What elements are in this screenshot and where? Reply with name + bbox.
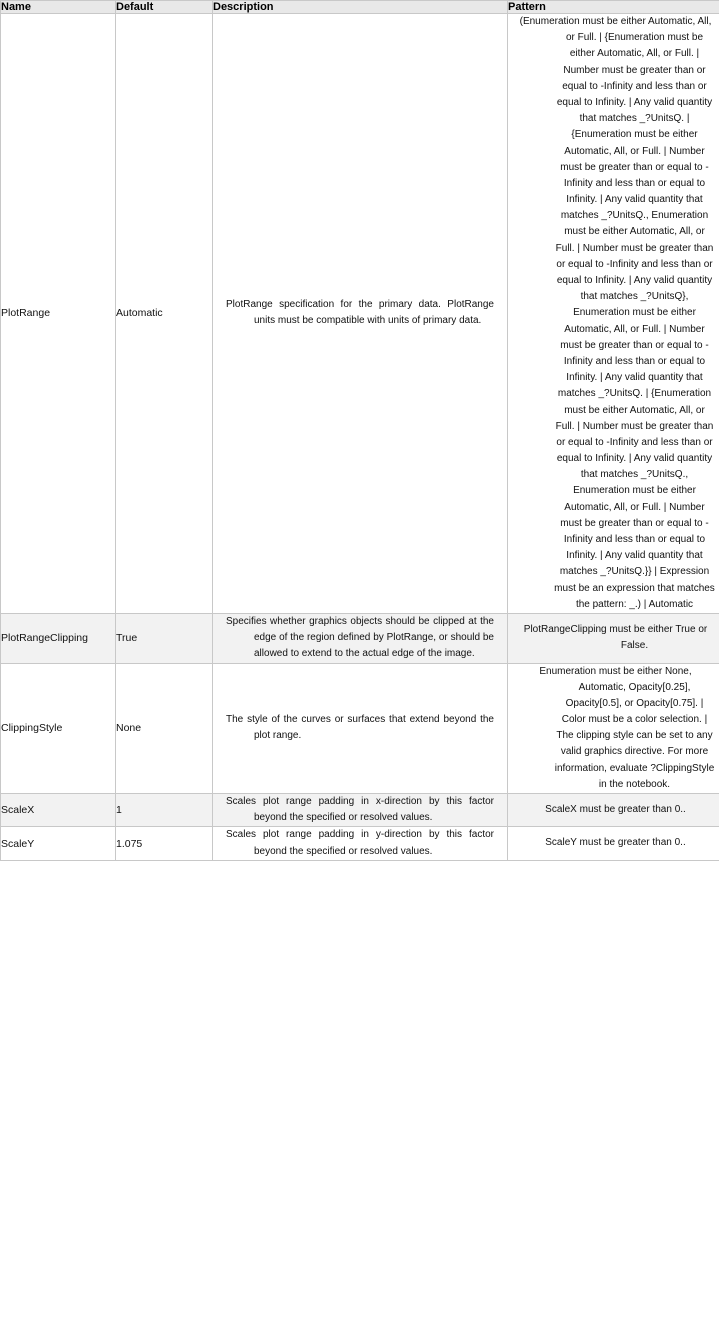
pattern-text [516,802,716,818]
description-text [226,794,494,826]
cell-description [213,663,508,794]
cell-name: ScaleY [1,827,116,860]
table-row [1,14,719,614]
table-row [1,827,719,860]
description-text [226,827,494,859]
cell-name: PlotRange [1,14,116,614]
table-header [1,1,719,14]
pattern-text [516,664,716,794]
table-row [1,663,719,794]
column-header-default: Default [116,1,213,14]
description-value: PlotRange specification for the primary data. PlotRange units must be compatible with units of primary data. [226,299,494,327]
cell-name: ClippingStyle [1,663,116,794]
description-text [226,297,494,329]
pattern-value: (Enumeration must be either Automatic, All, or Full. | {Enumeration must be either Automatic, All, or Full. | Number must be greater than or equal to -Infinity and less than or equal to Infinity. | Any valid quantity that matches _?UnitsQ. | {Enumeration must be either Automatic, All, or Full. | Number must be greater than or equal to -Infinity and less than or equal to Infinity. | Any valid quantity that matches _?UnitsQ., Enumeration must be either Automatic, All, or Full. | Number must be greater than or equal to -Infinity and less than or equal to Infinity. | Any valid quantity that matches _?UnitsQ}, Enumeration must be either Automatic, All, or Full. | Number must be greater than or equal to -Infinity and less than or equal to Infinity. | Any valid quantity that matches _?UnitsQ. | {Enumeration must be either Automatic, All, or Full. | Number must be greater than or equal to -Infinity and less than or equal to Infinity. | Any valid quantity that matches _?UnitsQ., Enumeration must be either Automatic, All, or Full. | Number must be greater than or equal to -Infinity and less than or equal to Infinity. | Any valid quantity that matches _?UnitsQ.}} | Expression must be an expression that matches the pattern: _.) | Automatic [519,16,715,610]
column-header-name: Name [1,1,116,14]
pattern-value: ScaleY must be greater than 0.. [545,837,686,849]
cell-default: True [116,613,213,663]
table-header-row [1,1,719,14]
cell-pattern [508,827,719,860]
pattern-value: ScaleX must be greater than 0.. [545,804,686,816]
cell-default: Automatic [116,14,213,614]
table-row [1,613,719,663]
cell-default: 1.075 [116,827,213,860]
cell-pattern [508,794,719,827]
description-value: Specifies whether graphics objects should be clipped at the edge of the region defined by PlotRange, or should be allowed to extend to the actual edge of the image. [226,615,494,660]
cell-default: None [116,663,213,794]
cell-pattern [508,663,719,794]
cell-name: ScaleX [1,794,116,827]
cell-description [213,794,508,827]
pattern-text [516,835,716,851]
column-header-pattern: Pattern [508,1,719,14]
cell-pattern [508,14,719,614]
description-value: Scales plot range padding in y-direction by this factor beyond the specified or resolved values. [226,829,494,857]
cell-name: PlotRangeClipping [1,613,116,663]
table-body [1,14,719,861]
table-row [1,794,719,827]
cell-description [213,613,508,663]
pattern-value: PlotRangeClipping must be either True or False. [523,624,708,652]
cell-description [213,827,508,860]
description-value: The style of the curves or surfaces that extend beyond the plot range. [226,714,494,742]
cell-default: 1 [116,794,213,827]
column-header-description: Description [213,1,508,14]
description-value: Scales plot range padding in x-direction by this factor beyond the specified or resolved values. [226,796,494,824]
cell-pattern [508,613,719,663]
pattern-text [516,14,716,613]
cell-description [213,14,508,614]
description-text [226,614,494,663]
description-text [226,712,494,744]
pattern-text [516,622,716,654]
pattern-value: Enumeration must be either None, Automatic, Opacity[0.25], Opacity[0.5], or Opacity[0.75]. | Color must be a color selection. | The clipping style can be set to any valid graphics directive. For more information, evaluate ?ClippingStyle in the notebook. [539,665,715,790]
